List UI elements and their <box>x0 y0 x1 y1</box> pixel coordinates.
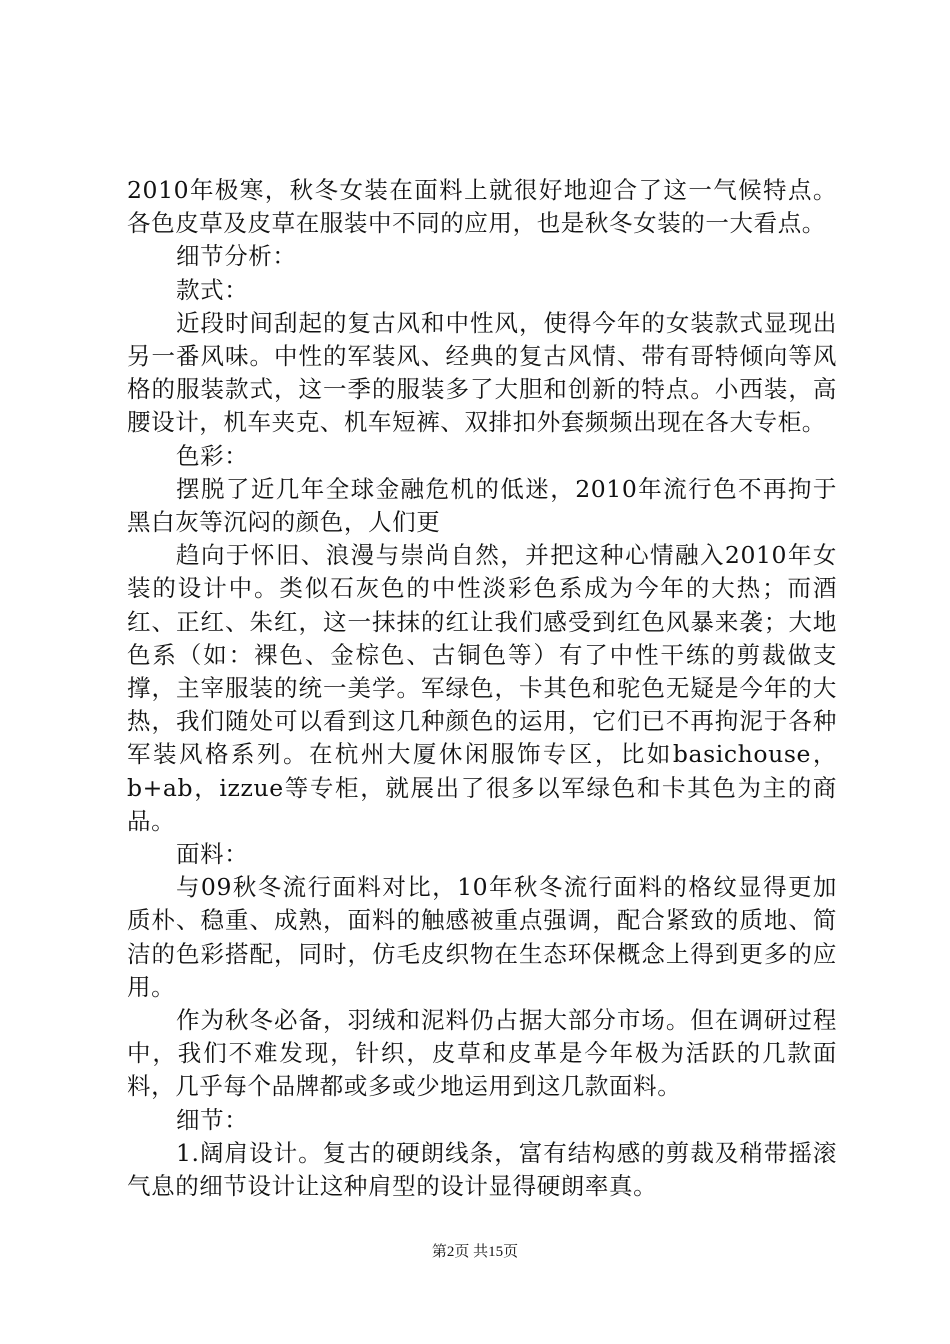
paragraph-color-2: 趋向于怀旧、浪漫与崇尚自然，并把这种心情融入2010年女装的设计中。类似石灰色的中性淡彩色系成为今年的大热；而酒红、正红、朱红，这一抹抹的红让我们感受到红色风暴来袭；大地色系（如：裸色、金棕色、古铜色等）有了中性干练的剪裁做支撑，主宰服装的统一美学。军绿色，卡其色和驼色无疑是今年的大热，我们随处可以看到这几种颜色的运用，它们已不再拘泥于各种军装风格系列。在杭州大厦休闲服饰专区，比如basichouse，b+ab，izzue等专柜，就展出了很多以军绿色和卡其色为主的商品。 <box>127 541 837 835</box>
paragraph-fabric-1: 与09秋冬流行面料对比，10年秋冬流行面料的格纹显得更加质朴、稳重、成熟，面料的触感被重点强调，配合紧致的质地、简洁的色彩搭配，同时，仿毛皮织物在生态环保概念上得到更多的应用。 <box>127 873 837 1001</box>
paragraph-intro: 2010年极寒，秋冬女装在面料上就很好地迎合了这一气候特点。各色皮草及皮草在服装中不同的应用，也是秋冬女装的一大看点。 <box>127 176 837 238</box>
heading-detail-analysis: 细节分析： <box>176 242 297 271</box>
paragraph-color-1: 摆脱了近几年全球金融危机的低迷，2010年流行色不再拘于黑白灰等沉闷的颜色，人们更 <box>127 474 837 537</box>
paragraph-detail-1: 1.阔肩设计。复古的硬朗线条，富有结构感的剪裁及稍带摇滚气息的细节设计让这种肩型的设计显得硬朗率真。 <box>127 1138 837 1201</box>
document-body <box>127 174 837 1203</box>
paragraph-style: 近段时间刮起的复古风和中性风，使得今年的女装款式显现出另一番风味。中性的军装风、经典的复古风情、带有哥特倾向等风格的服装款式，这一季的服装多了大胆和创新的特点。小西装，高腰设计，机车夹克、机车短裤、双排扣外套频频出现在各大专柜。 <box>127 308 837 437</box>
heading-color: 色彩： <box>176 441 249 470</box>
heading-style: 款式： <box>176 275 249 304</box>
heading-details: 细节： <box>176 1105 249 1134</box>
heading-fabric: 面料： <box>176 840 249 869</box>
paragraph-fabric-2: 作为秋冬必备，羽绒和泥料仍占据大部分市场。但在调研过程中，我们不难发现，针织，皮草和皮革是今年极为活跃的几款面料，几乎每个品牌都或多或少地运用到这几款面料。 <box>127 1006 837 1101</box>
page-number-footer: 第2页 共15页 <box>431 1244 519 1260</box>
